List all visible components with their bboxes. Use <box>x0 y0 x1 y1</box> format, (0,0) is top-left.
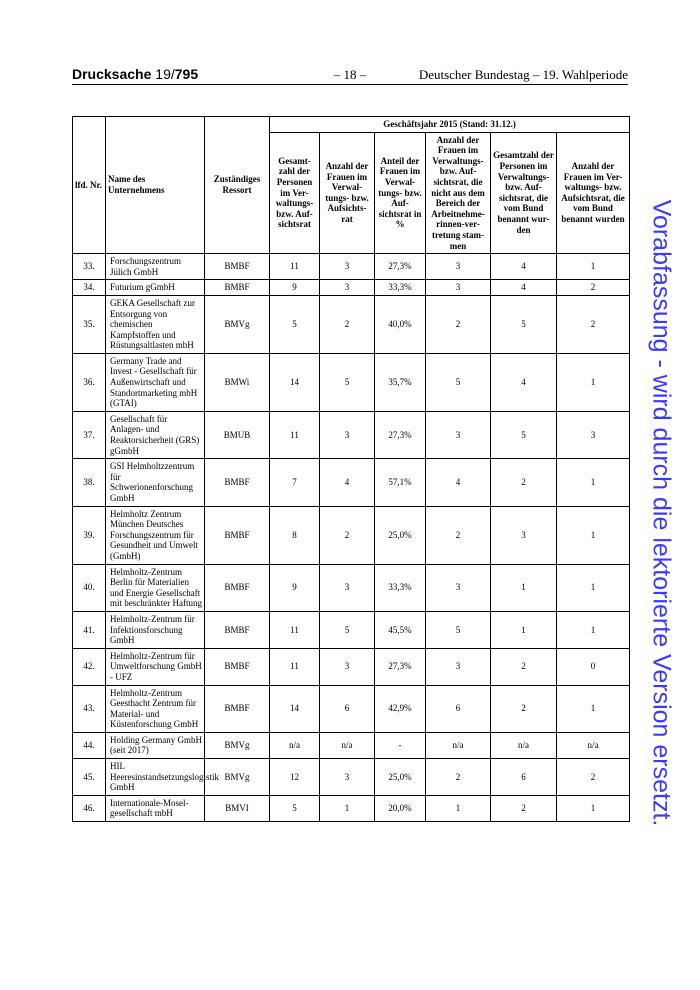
page-header <box>72 66 628 85</box>
value-cell: n/a <box>491 732 557 758</box>
value-cell: 2 <box>320 295 375 353</box>
value-cell: 3 <box>426 648 491 685</box>
value-cell: 3 <box>426 280 491 296</box>
row-number: 42. <box>73 648 106 685</box>
value-cell: 5 <box>491 295 557 353</box>
value-cell: 3 <box>426 254 491 280</box>
row-number: 38. <box>73 459 106 506</box>
value-cell: 5 <box>491 411 557 458</box>
value-cell: 1 <box>491 611 557 648</box>
row-number: 44. <box>73 732 106 758</box>
value-cell: 9 <box>270 280 320 296</box>
value-cell: 6 <box>491 759 557 796</box>
table-row <box>73 795 630 821</box>
table-row <box>73 353 630 411</box>
value-cell: 35,7% <box>375 353 426 411</box>
value-cell: 25,0% <box>375 759 426 796</box>
company-name: Forschungszentrum Jülich GmbH <box>106 254 205 280</box>
value-cell: 33,3% <box>375 564 426 611</box>
value-cell: 45,5% <box>375 611 426 648</box>
value-cell: 7 <box>270 459 320 506</box>
value-cell: - <box>375 732 426 758</box>
value-cell: 5 <box>270 295 320 353</box>
value-cell: 2 <box>426 506 491 564</box>
value-cell: n/a <box>426 732 491 758</box>
value-cell: 1 <box>557 506 630 564</box>
table-body <box>73 254 630 822</box>
ressort: BMBF <box>205 564 270 611</box>
table-row <box>73 254 630 280</box>
value-cell: 1 <box>557 611 630 648</box>
value-cell: 4 <box>491 254 557 280</box>
col-header-nr: lfd. Nr. <box>73 117 106 254</box>
sub-header: Anteil der Frauen im Verwal-tungs- bzw. Auf-sichtsrat in % <box>375 132 426 254</box>
company-name: Helmholtz-Zentrum Berlin für Materialien und Energie Gesellschaft mit beschränkter Haftung <box>106 564 205 611</box>
ressort: BMBF <box>205 459 270 506</box>
value-cell: 9 <box>270 564 320 611</box>
table-row <box>73 685 630 732</box>
ressort: BMUB <box>205 411 270 458</box>
side-note: Vorabfassung - wird durch die lektorierte Version ersetzt. <box>647 199 676 827</box>
value-cell: 11 <box>270 648 320 685</box>
value-cell: 42,9% <box>375 685 426 732</box>
value-cell: 1 <box>557 459 630 506</box>
company-name: Gesellschaft für Anlagen- und Reaktorsicherheit (GRS) gGmbH <box>106 411 205 458</box>
value-cell: 5 <box>426 611 491 648</box>
col-header-name: Name des Unternehmens <box>106 117 205 254</box>
ressort: BMVI <box>205 795 270 821</box>
value-cell: 11 <box>270 411 320 458</box>
value-cell: 14 <box>270 353 320 411</box>
row-number: 35. <box>73 295 106 353</box>
table-row <box>73 280 630 296</box>
value-cell: 57,1% <box>375 459 426 506</box>
ressort: BMBF <box>205 254 270 280</box>
company-name: Germany Trade and Invest - Gesellschaft für Außenwirtschaft und Standortmarketing mbH (GTAI) <box>106 353 205 411</box>
company-name: Helmholtz Zentrum München Deutsches Forschungszentrum für Gesundheit und Umwelt (GmbH) <box>106 506 205 564</box>
value-cell: 27,3% <box>375 411 426 458</box>
institution: Deutscher Bundestag – 19. Wahlperiode <box>418 67 628 82</box>
value-cell: 3 <box>320 759 375 796</box>
value-cell: 3 <box>320 564 375 611</box>
value-cell: 11 <box>270 611 320 648</box>
table-row <box>73 506 630 564</box>
value-cell: 1 <box>557 564 630 611</box>
value-cell: 6 <box>426 685 491 732</box>
value-cell: 25,0% <box>375 506 426 564</box>
value-cell: 5 <box>320 353 375 411</box>
value-cell: 1 <box>320 795 375 821</box>
page-number: – 18 – <box>333 67 367 82</box>
value-cell: 14 <box>270 685 320 732</box>
ressort: BMVg <box>205 295 270 353</box>
value-cell: 5 <box>426 353 491 411</box>
company-name: GEKA Gesellschaft zur Entsorgung von chemischen Kampfstoffen und Rüstungsaltlasten mbH <box>106 295 205 353</box>
doc-number: 795 <box>174 66 199 82</box>
value-cell: 4 <box>491 353 557 411</box>
row-number: 37. <box>73 411 106 458</box>
value-cell: 2 <box>557 280 630 296</box>
ressort: BMVg <box>205 759 270 796</box>
table-row <box>73 411 630 458</box>
table-row <box>73 459 630 506</box>
company-name: Helmholtz-Zentrum für Umweltforschung GmbH - UFZ <box>106 648 205 685</box>
col-header-ressort: Zuständiges Ressort <box>205 117 270 254</box>
value-cell: 1 <box>557 795 630 821</box>
table-row <box>73 648 630 685</box>
group-header: Geschäftsjahr 2015 (Stand: 31.12.) <box>270 117 630 133</box>
sub-header: Anzahl der Frauen im Verwal-tungs- bzw. Aufsichts-rat <box>320 132 375 254</box>
value-cell: 3 <box>320 254 375 280</box>
ressort: BMBF <box>205 685 270 732</box>
ressort: BMWi <box>205 353 270 411</box>
value-cell: 2 <box>491 685 557 732</box>
value-cell: 3 <box>557 411 630 458</box>
sub-header: Gesamtzahl der Personen im Verwaltungs- bzw. Auf-sichtsrat, die vom Bund benannt wur-den <box>491 132 557 254</box>
value-cell: 8 <box>270 506 320 564</box>
value-cell: 2 <box>426 759 491 796</box>
sub-header: Gesamt-zahl der Personen im Ver-waltungs- bzw. Auf-sichtsrat <box>270 132 320 254</box>
value-cell: 2 <box>557 295 630 353</box>
row-number: 40. <box>73 564 106 611</box>
value-cell: 1 <box>491 564 557 611</box>
value-cell: 2 <box>491 648 557 685</box>
row-number: 43. <box>73 685 106 732</box>
doc-label: Drucksache <box>72 66 152 82</box>
value-cell: 2 <box>320 506 375 564</box>
value-cell: n/a <box>270 732 320 758</box>
company-name: Helmholtz-Zentrum Geesthacht Zentrum für Material- und Küstenforschung GmbH <box>106 685 205 732</box>
value-cell: 3 <box>320 648 375 685</box>
value-cell: 11 <box>270 254 320 280</box>
row-number: 36. <box>73 353 106 411</box>
ressort: BMBF <box>205 506 270 564</box>
company-name: Helmholtz-Zentrum für Infektionsforschung GmbH <box>106 611 205 648</box>
company-name: Futurium gGmbH <box>106 280 205 296</box>
value-cell: n/a <box>320 732 375 758</box>
value-cell: 20,0% <box>375 795 426 821</box>
value-cell: 4 <box>426 459 491 506</box>
row-number: 46. <box>73 795 106 821</box>
value-cell: 4 <box>491 280 557 296</box>
value-cell: 3 <box>426 411 491 458</box>
company-name: Holding Germany GmbH (seit 2017) <box>106 732 205 758</box>
table-row <box>73 564 630 611</box>
value-cell: 2 <box>426 295 491 353</box>
row-number: 39. <box>73 506 106 564</box>
ressort: BMBF <box>205 280 270 296</box>
value-cell: 2 <box>491 459 557 506</box>
value-cell: 3 <box>320 280 375 296</box>
value-cell: 1 <box>557 254 630 280</box>
value-cell: 4 <box>320 459 375 506</box>
value-cell: 5 <box>270 795 320 821</box>
row-number: 33. <box>73 254 106 280</box>
table-row <box>73 732 630 758</box>
company-name: GSI Helmholtzzentrum für Schwerionenforschung GmbH <box>106 459 205 506</box>
value-cell: 3 <box>320 411 375 458</box>
ressort: BMVg <box>205 732 270 758</box>
table-row <box>73 759 630 796</box>
value-cell: 3 <box>491 506 557 564</box>
row-number: 41. <box>73 611 106 648</box>
row-number: 34. <box>73 280 106 296</box>
sub-header: Anzahl der Frauen im Verwaltungs- bzw. Auf-sichtsrat, die nicht aus dem Bereich der Arbeitnehme-rinnen-ver-tretung stam-men <box>426 132 491 254</box>
data-table <box>72 116 630 822</box>
value-cell: 2 <box>557 759 630 796</box>
value-cell: n/a <box>557 732 630 758</box>
value-cell: 6 <box>320 685 375 732</box>
value-cell: 33,3% <box>375 280 426 296</box>
row-number: 45. <box>73 759 106 796</box>
table-row <box>73 295 630 353</box>
company-name: HIL Heeresinstandsetzungslogistik GmbH <box>106 759 205 796</box>
value-cell: 2 <box>491 795 557 821</box>
value-cell: 12 <box>270 759 320 796</box>
value-cell: 1 <box>426 795 491 821</box>
sub-header: Anzahl der Frauen im Ver-waltungs- bzw. Aufsichtsrat, die vom Bund benannt wurden <box>557 132 630 254</box>
side-watermark <box>641 118 681 908</box>
value-cell: 1 <box>557 685 630 732</box>
ressort: BMBF <box>205 611 270 648</box>
value-cell: 3 <box>426 564 491 611</box>
value-cell: 27,3% <box>375 648 426 685</box>
table-row <box>73 611 630 648</box>
value-cell: 1 <box>557 353 630 411</box>
value-cell: 27,3% <box>375 254 426 280</box>
company-name: Internationale-Mosel-gesellschaft mbH <box>106 795 205 821</box>
value-cell: 0 <box>557 648 630 685</box>
value-cell: 5 <box>320 611 375 648</box>
doc-number-prefix: 19/ <box>155 66 175 82</box>
value-cell: 40,0% <box>375 295 426 353</box>
ressort: BMBF <box>205 648 270 685</box>
